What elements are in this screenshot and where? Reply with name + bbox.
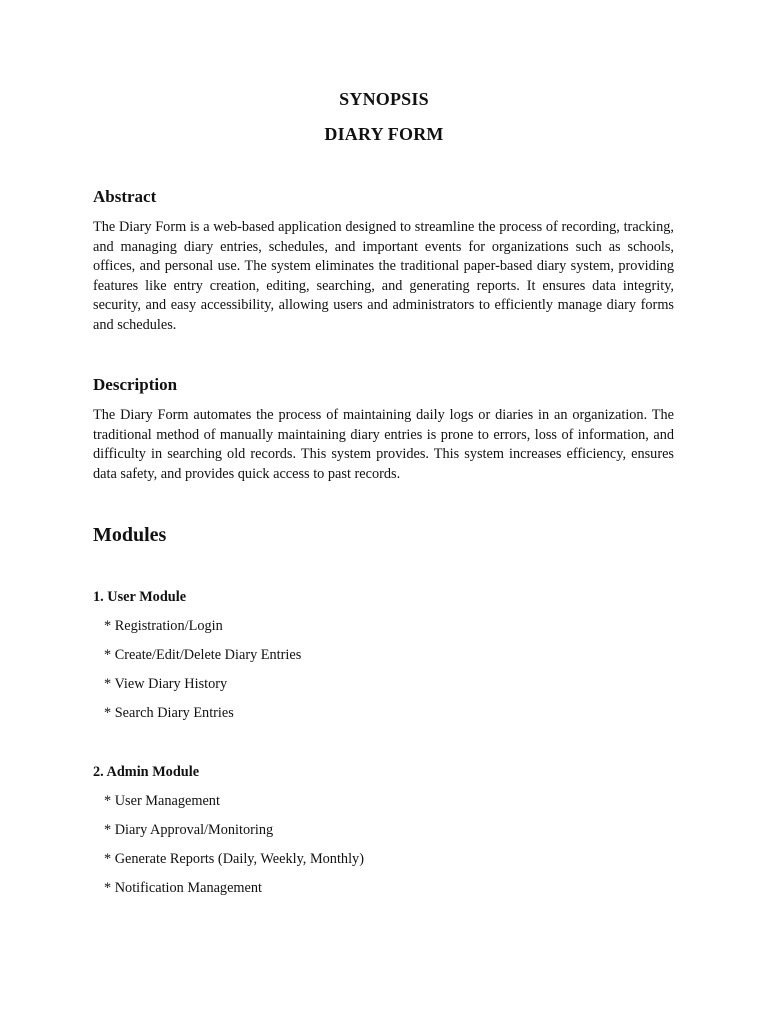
list-item: * Diary Approval/Monitoring [104, 822, 274, 838]
list-item: * View Diary History [104, 676, 228, 692]
modules-heading: Modules [93, 524, 167, 546]
user-module-title: 1. User Module [93, 589, 187, 605]
list-item: * Registration/Login [104, 618, 223, 634]
list-item: * Notification Management [104, 880, 263, 896]
list-item: * Create/Edit/Delete Diary Entries [104, 647, 302, 663]
list-item: * Generate Reports (Daily, Weekly, Monthly) [104, 851, 364, 867]
document-subtitle: DIARY FORM [324, 124, 444, 144]
list-item: * User Management [104, 793, 220, 809]
abstract-paragraph: The Diary Form is a web-based application designed to streamline the process of recording, tracking, and managing diary entries, schedules, and important events for organizations such as schools, offices, and personal use. The system eliminates the traditional paper-based diary system, providing features like entry creation, editing, searching, and generating reports. It ensures data integrity, security, and easy accessibility, allowing users and administrators to efficiently manage diary forms and schedules. [93, 219, 674, 333]
list-item: * Search Diary Entries [104, 705, 234, 721]
description-paragraph: The Diary Form automates the process of maintaining daily logs or diaries in an organization. The traditional method of manually maintaining diary entries is prone to errors, loss of information, and difficulty in searching old records. This system provides. This system increases efficiency, ensures data safety, and provides quick access to past records. [93, 407, 674, 482]
admin-module-title: 2. Admin Module [93, 764, 200, 780]
document-title: SYNOPSIS [339, 89, 429, 109]
description-heading: Description [93, 375, 178, 394]
abstract-heading: Abstract [93, 187, 157, 206]
